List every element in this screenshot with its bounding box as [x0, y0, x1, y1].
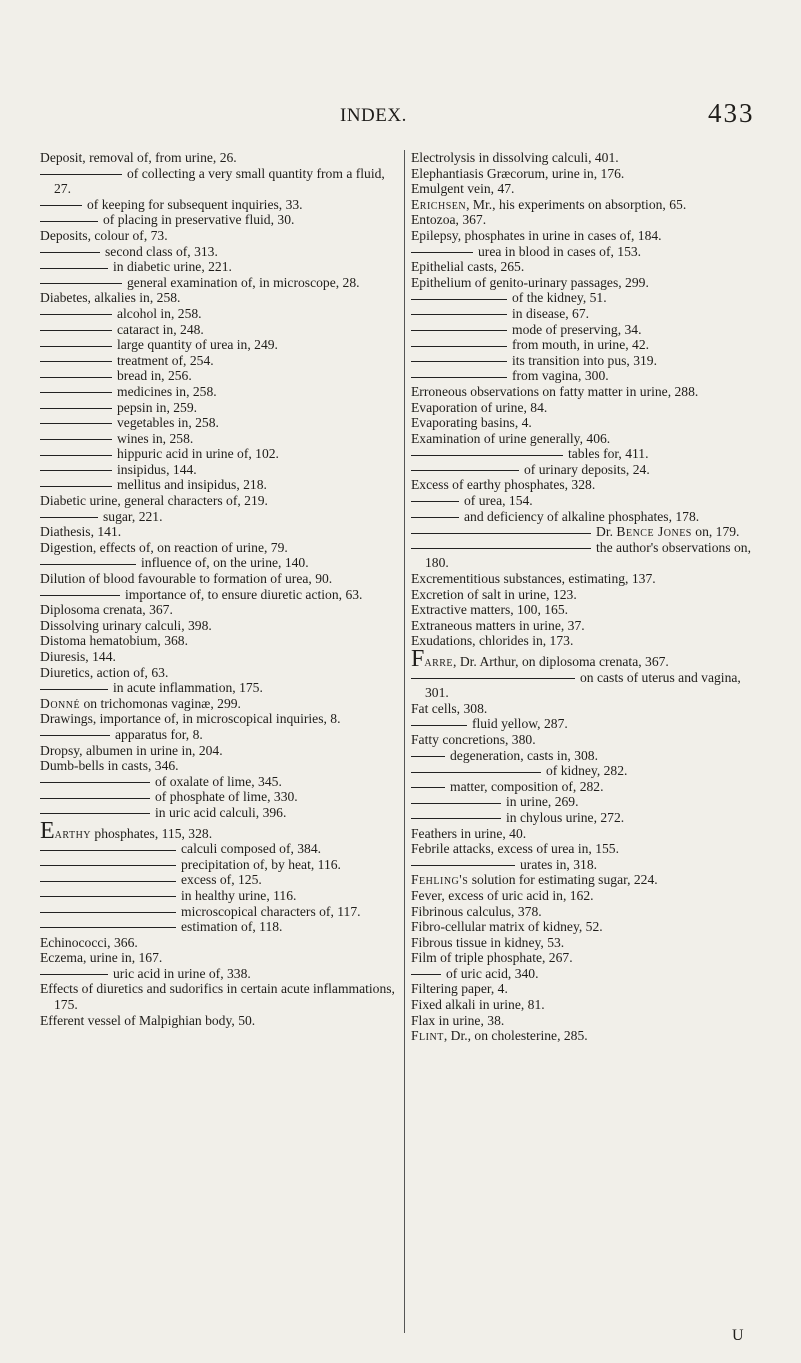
index-entry	[411, 509, 767, 525]
entry-name: Donné	[40, 695, 81, 711]
entry-text: estimation of, 118.	[181, 919, 283, 935]
entry-text: Effects of diuretics and sudorifics in certain acute inflammations, 175.	[40, 981, 395, 1013]
entry-text: of urinary deposits, 24.	[524, 461, 650, 477]
index-entry	[411, 826, 767, 842]
entry-text: excess of, 125.	[181, 872, 262, 888]
index-entry	[411, 794, 767, 810]
ditto-rule	[411, 974, 441, 975]
ditto-rule	[40, 439, 112, 440]
ditto-rule	[411, 548, 591, 549]
ditto-rule	[40, 517, 98, 518]
index-entry	[411, 919, 767, 935]
ditto-rule	[40, 392, 112, 393]
index-entry	[40, 462, 396, 478]
index-entry	[411, 166, 767, 182]
index-entry	[40, 212, 396, 228]
index-entry	[411, 732, 767, 748]
ditto-rule	[40, 346, 112, 347]
ditto-rule	[40, 252, 100, 253]
entry-text: in disease, 67.	[512, 305, 590, 321]
ditto-rule	[40, 782, 150, 783]
entry-text: Exudations, chlorides in, 173.	[411, 633, 574, 649]
entry-text: Digestion, effects of, on reaction of urine, 79.	[40, 539, 288, 555]
ditto-rule	[411, 533, 591, 534]
ditto-rule	[411, 470, 519, 471]
index-entry	[411, 244, 767, 260]
entry-text: Echinococci, 366.	[40, 934, 138, 950]
ditto-rule	[411, 252, 473, 253]
index-entry	[411, 197, 767, 213]
index-entry	[40, 384, 396, 400]
entry-text: Excrementitious substances, estimating, 137.	[411, 571, 656, 587]
entry-text: importance of, to ensure diuretic action, 63.	[125, 586, 363, 602]
index-entry	[411, 571, 767, 587]
entry-text: Diuretics, action of, 63.	[40, 664, 169, 680]
entry-text: Eczema, urine in, 167.	[40, 950, 163, 966]
entry-text: pepsin in, 259.	[117, 399, 198, 415]
entry-text: Excretion of salt in urine, 123.	[411, 586, 577, 602]
page-title: INDEX.	[340, 105, 407, 126]
entry-text: wines in, 258.	[117, 430, 194, 446]
index-entry	[40, 758, 396, 774]
index-entry	[40, 602, 396, 618]
ditto-rule	[40, 912, 176, 913]
index-entry	[411, 462, 767, 478]
index-entry	[40, 353, 396, 369]
index-entry	[411, 493, 767, 509]
ditto-rule	[40, 455, 112, 456]
index-entry	[411, 950, 767, 966]
index-entry	[411, 353, 767, 369]
entry-name: Flint	[411, 1028, 444, 1044]
index-entry	[40, 919, 396, 935]
ditto-rule	[40, 330, 112, 331]
entry-text: of the kidney, 51.	[512, 290, 607, 306]
index-entry	[40, 446, 396, 462]
index-entry	[40, 649, 396, 665]
entry-text: Feathers in urine, 40.	[411, 825, 527, 841]
ditto-rule	[40, 470, 112, 471]
index-entry	[411, 540, 767, 571]
entry-text: microscopical characters of, 117.	[181, 903, 361, 919]
index-entry	[411, 290, 767, 306]
ditto-rule	[411, 725, 467, 726]
index-entry	[40, 259, 396, 275]
ditto-rule	[411, 361, 507, 362]
index-entry	[411, 212, 767, 228]
entry-text: Elephantiasis Græcorum, urine in, 176.	[411, 165, 625, 181]
ditto-rule	[411, 330, 507, 331]
ditto-rule	[411, 787, 445, 788]
entry-text: on, 179.	[691, 524, 740, 540]
entry-text: Drawings, importance of, in microscopical inquiries, 8.	[40, 711, 341, 727]
entry-text: in uric acid calculi, 396.	[155, 804, 287, 820]
entry-text: tables for, 411.	[568, 446, 649, 462]
index-entry	[40, 727, 396, 743]
entry-text: and deficiency of alkaline phosphates, 178.	[464, 508, 700, 524]
entry-text: Epithelial casts, 265.	[411, 259, 525, 275]
entry-text: cataract in, 248.	[117, 321, 204, 337]
ditto-rule	[411, 756, 445, 757]
index-entry	[411, 337, 767, 353]
index-entry	[40, 290, 396, 306]
index-entry	[40, 228, 396, 244]
entry-text: , Mr., his experiments on absorption, 65.	[466, 196, 687, 212]
ditto-rule	[40, 896, 176, 897]
ditto-rule	[411, 501, 459, 502]
ditto-rule	[40, 798, 150, 799]
index-entry	[40, 981, 396, 1012]
ditto-rule	[411, 865, 515, 866]
entry-text: of collecting a very small quantity from a fluid, 27.	[54, 165, 385, 197]
index-entry	[411, 716, 767, 732]
index-entry	[411, 857, 767, 873]
entry-text: Dropsy, albumen in urine in, 204.	[40, 742, 223, 758]
index-entry	[40, 337, 396, 353]
index-entry	[411, 779, 767, 795]
index-entry	[411, 384, 767, 400]
ditto-rule	[40, 595, 120, 596]
index-entry	[40, 904, 396, 920]
entry-text: influence of, on the urine, 140.	[141, 555, 309, 571]
index-entry	[40, 1013, 396, 1029]
entry-text: , Dr., on cholesterine, 285.	[443, 1028, 588, 1044]
entry-text: Examination of urine generally, 406.	[411, 430, 611, 446]
ditto-rule	[411, 299, 507, 300]
index-entry	[40, 275, 396, 291]
index-entry	[40, 935, 396, 951]
entry-text: general examination of, in microscope, 28.	[127, 274, 360, 290]
index-entry	[411, 841, 767, 857]
entry-text: calculi composed of, 384.	[181, 841, 322, 857]
entry-text: treatment of, 254.	[117, 352, 214, 368]
index-entry	[411, 748, 767, 764]
entry-text: Evaporation of urine, 84.	[411, 399, 548, 415]
entry-text: solution for estimating sugar, 224.	[468, 872, 658, 888]
section-initial: E	[40, 817, 55, 844]
entry-text: on casts of uterus and vagina, 301.	[425, 669, 741, 701]
entry-name: arre	[424, 654, 454, 669]
ditto-rule	[40, 850, 176, 851]
entry-text: fluid yellow, 287.	[472, 716, 568, 732]
ditto-rule	[40, 205, 82, 206]
entry-name: Erichsen	[411, 196, 467, 212]
ditto-rule	[411, 803, 501, 804]
ditto-rule	[40, 564, 136, 565]
entry-text: medicines in, 258.	[117, 383, 217, 399]
index-entry	[411, 646, 767, 672]
entry-text: Entozoa, 367.	[411, 212, 487, 228]
index-entry	[40, 431, 396, 447]
entry-text: in acute inflammation, 175.	[113, 680, 263, 696]
index-column-right	[404, 150, 767, 1333]
index-entry	[411, 306, 767, 322]
index-entry	[411, 935, 767, 951]
entry-text: phosphates, 115, 328.	[91, 825, 213, 841]
index-entry	[40, 540, 396, 556]
ditto-rule	[411, 517, 459, 518]
ditto-rule	[40, 314, 112, 315]
index-entry	[40, 415, 396, 431]
entry-text: its transition into pus, 319.	[512, 352, 658, 368]
entry-text: vegetables in, 258.	[117, 415, 219, 431]
entry-text: Evaporating basins, 4.	[411, 415, 532, 431]
index-entry	[40, 774, 396, 790]
index-entry	[40, 368, 396, 384]
entry-text: urates in, 318.	[520, 856, 598, 872]
entry-text: Fatty concretions, 380.	[411, 731, 536, 747]
entry-text: Film of triple phosphate, 267.	[411, 950, 573, 966]
entry-text: Dr.	[596, 524, 617, 540]
entry-text: Dumb-bells in casts, 346.	[40, 758, 179, 774]
index-entry	[411, 446, 767, 462]
entry-name: Bence Jones	[616, 524, 692, 540]
entry-text: Dissolving urinary calculi, 398.	[40, 617, 212, 633]
entry-text: on trichomonas vaginæ, 299.	[80, 695, 241, 711]
entry-text: in healthy urine, 116.	[181, 887, 297, 903]
ditto-rule	[411, 678, 575, 679]
entry-text: of oxalate of lime, 345.	[155, 773, 282, 789]
ditto-rule	[411, 455, 563, 456]
index-entry	[411, 981, 767, 997]
index-entry	[411, 763, 767, 779]
index-entry	[40, 306, 396, 322]
index-entry	[40, 743, 396, 759]
entry-text: mode of preserving, 34.	[512, 321, 642, 337]
index-entry	[411, 633, 767, 649]
entry-text: Extraneous matters in urine, 37.	[411, 617, 585, 633]
entry-text: urea in blood in cases of, 153.	[478, 243, 642, 259]
entry-text: Deposit, removal of, from urine, 26.	[40, 150, 237, 165]
index-entry	[40, 872, 396, 888]
entry-text: uric acid in urine of, 338.	[113, 965, 251, 981]
entry-text: Distoma hematobium, 368.	[40, 633, 189, 649]
index-entry	[411, 228, 767, 244]
index-entry	[411, 1028, 767, 1044]
index-entry	[40, 696, 396, 712]
entry-text: , Dr. Arthur, on diplosoma crenata, 367.	[453, 654, 669, 669]
index-entry	[40, 888, 396, 904]
entry-text: large quantity of urea in, 249.	[117, 337, 278, 353]
index-entry	[411, 322, 767, 338]
entry-text: Fixed alkali in urine, 81.	[411, 997, 545, 1013]
index-entry	[40, 400, 396, 416]
index-entry	[411, 259, 767, 275]
index-entry	[411, 1013, 767, 1029]
index-entry	[411, 670, 767, 701]
index-entry	[40, 618, 396, 634]
entry-text: from mouth, in urine, 42.	[512, 337, 650, 353]
ditto-rule	[40, 423, 112, 424]
index-entry	[411, 368, 767, 384]
entry-text: apparatus for, 8.	[115, 726, 203, 742]
index-entry	[40, 509, 396, 525]
index-entry	[40, 805, 396, 821]
entry-text: of uric acid, 340.	[446, 965, 539, 981]
entry-text: Diplosoma crenata, 367.	[40, 602, 173, 618]
ditto-rule	[411, 377, 507, 378]
entry-text: in chylous urine, 272.	[506, 809, 625, 825]
entry-name: Fehling's	[411, 872, 469, 888]
entry-text: Fibro-cellular matrix of kidney, 52.	[411, 919, 603, 935]
entry-text: Fibrous tissue in kidney, 53.	[411, 934, 565, 950]
index-entry	[40, 665, 396, 681]
entry-text: Diabetic urine, general characters of, 219.	[40, 493, 268, 509]
page-number: 433	[708, 98, 755, 128]
entry-text: Electrolysis in dissolving calculi, 401.	[411, 150, 619, 165]
index-entry	[40, 150, 396, 166]
entry-text: Efferent vessel of Malpighian body, 50.	[40, 1012, 256, 1028]
index-entry	[411, 618, 767, 634]
entry-text: second class of, 313.	[105, 243, 218, 259]
signature-mark: U	[732, 1327, 744, 1344]
index-entry	[411, 415, 767, 431]
entry-text: degeneration, casts in, 308.	[450, 747, 598, 763]
entry-text: Deposits, colour of, 73.	[40, 227, 168, 243]
ditto-rule	[40, 268, 108, 269]
index-entry	[411, 904, 767, 920]
index-entry	[411, 966, 767, 982]
ditto-rule	[411, 314, 507, 315]
entry-text: of phosphate of lime, 330.	[155, 789, 298, 805]
ditto-rule	[40, 974, 108, 975]
index-entry	[40, 950, 396, 966]
index-entry	[40, 524, 396, 540]
entry-text: Diabetes, alkalies in, 258.	[40, 290, 181, 306]
ditto-rule	[40, 283, 122, 284]
index-entry	[40, 817, 396, 844]
entry-text: in urine, 269.	[506, 794, 579, 810]
entry-text: Emulgent vein, 47.	[411, 181, 515, 197]
entry-text: of urea, 154.	[464, 493, 533, 509]
entry-text: precipitation of, by heat, 116.	[181, 856, 341, 872]
index-entry	[40, 633, 396, 649]
entry-text: Febrile attacks, excess of urea in, 155.	[411, 841, 619, 857]
ditto-rule	[40, 927, 176, 928]
index-entry	[40, 166, 396, 197]
entry-text: matter, composition of, 282.	[450, 778, 604, 794]
entry-text: Excess of earthy phosphates, 328.	[411, 477, 596, 493]
ditto-rule	[411, 772, 541, 773]
entry-text: Diuresis, 144.	[40, 649, 116, 664]
ditto-rule	[40, 865, 176, 866]
entry-text: Epithelium of genito-urinary passages, 299.	[411, 274, 649, 290]
entry-text: of kidney, 282.	[546, 763, 628, 779]
entry-text: Filtering paper, 4.	[411, 981, 508, 997]
index-entry	[411, 477, 767, 493]
ditto-rule	[40, 735, 110, 736]
index-entry	[411, 810, 767, 826]
index-entry	[40, 680, 396, 696]
ditto-rule	[40, 377, 112, 378]
entry-text: Erroneous observations on fatty matter in urine, 288.	[411, 383, 699, 399]
entry-text: Flax in urine, 38.	[411, 1012, 505, 1028]
index-entry	[40, 555, 396, 571]
index-entry	[411, 888, 767, 904]
index-entry	[411, 701, 767, 717]
entry-text: hippuric acid in urine of, 102.	[117, 446, 279, 462]
ditto-rule	[40, 486, 112, 487]
index-entry	[40, 966, 396, 982]
index-entry	[411, 150, 767, 166]
index-entry	[411, 524, 767, 540]
index-entry	[40, 493, 396, 509]
index-entry	[40, 841, 396, 857]
entry-text: of placing in preservative fluid, 30.	[103, 212, 295, 228]
entry-text: bread in, 256.	[117, 368, 192, 384]
ditto-rule	[40, 221, 98, 222]
entry-text: in diabetic urine, 221.	[113, 259, 232, 275]
index-entry	[411, 997, 767, 1013]
index-entry	[40, 789, 396, 805]
entry-text: insipidus, 144.	[117, 461, 197, 477]
index-entry	[40, 244, 396, 260]
index-entry	[40, 711, 396, 727]
ditto-rule	[40, 408, 112, 409]
entry-text: Extractive matters, 100, 165.	[411, 602, 569, 618]
entry-text: Dilution of blood favourable to formation of urea, 90.	[40, 571, 333, 587]
entry-text: from vagina, 300.	[512, 368, 609, 384]
entry-text: of keeping for subsequent inquiries, 33.	[87, 196, 303, 212]
entry-text: mellitus and insipidus, 218.	[117, 477, 267, 493]
ditto-rule	[411, 346, 507, 347]
entry-text: alcohol in, 258.	[117, 305, 202, 321]
index-entry	[40, 322, 396, 338]
index-entry	[411, 872, 767, 888]
entry-text: Fever, excess of uric acid in, 162.	[411, 887, 594, 903]
entry-text: Epilepsy, phosphates in urine in cases of, 184.	[411, 227, 662, 243]
ditto-rule	[40, 689, 108, 690]
ditto-rule	[40, 813, 150, 814]
index-entry	[411, 602, 767, 618]
index-entry	[40, 587, 396, 603]
entry-text: Diathesis, 141.	[40, 524, 122, 540]
entry-text: Fat cells, 308.	[411, 700, 488, 716]
index-entry	[40, 857, 396, 873]
entry-text: the author's observations on, 180.	[425, 539, 751, 571]
ditto-rule	[40, 174, 122, 175]
index-entry	[411, 400, 767, 416]
entry-text: Fibrinous calculus, 378.	[411, 903, 542, 919]
index-column-left	[40, 150, 396, 1028]
section-initial: F	[411, 646, 425, 672]
entry-text: sugar, 221.	[103, 508, 163, 524]
index-entry	[411, 587, 767, 603]
ditto-rule	[40, 361, 112, 362]
entry-name: arthy	[54, 825, 92, 841]
ditto-rule	[411, 818, 501, 819]
index-entry	[40, 197, 396, 213]
index-entry	[40, 571, 396, 587]
ditto-rule	[40, 881, 176, 882]
index-entry	[411, 275, 767, 291]
index-entry	[411, 431, 767, 447]
index-entry	[411, 181, 767, 197]
index-entry	[40, 477, 396, 493]
